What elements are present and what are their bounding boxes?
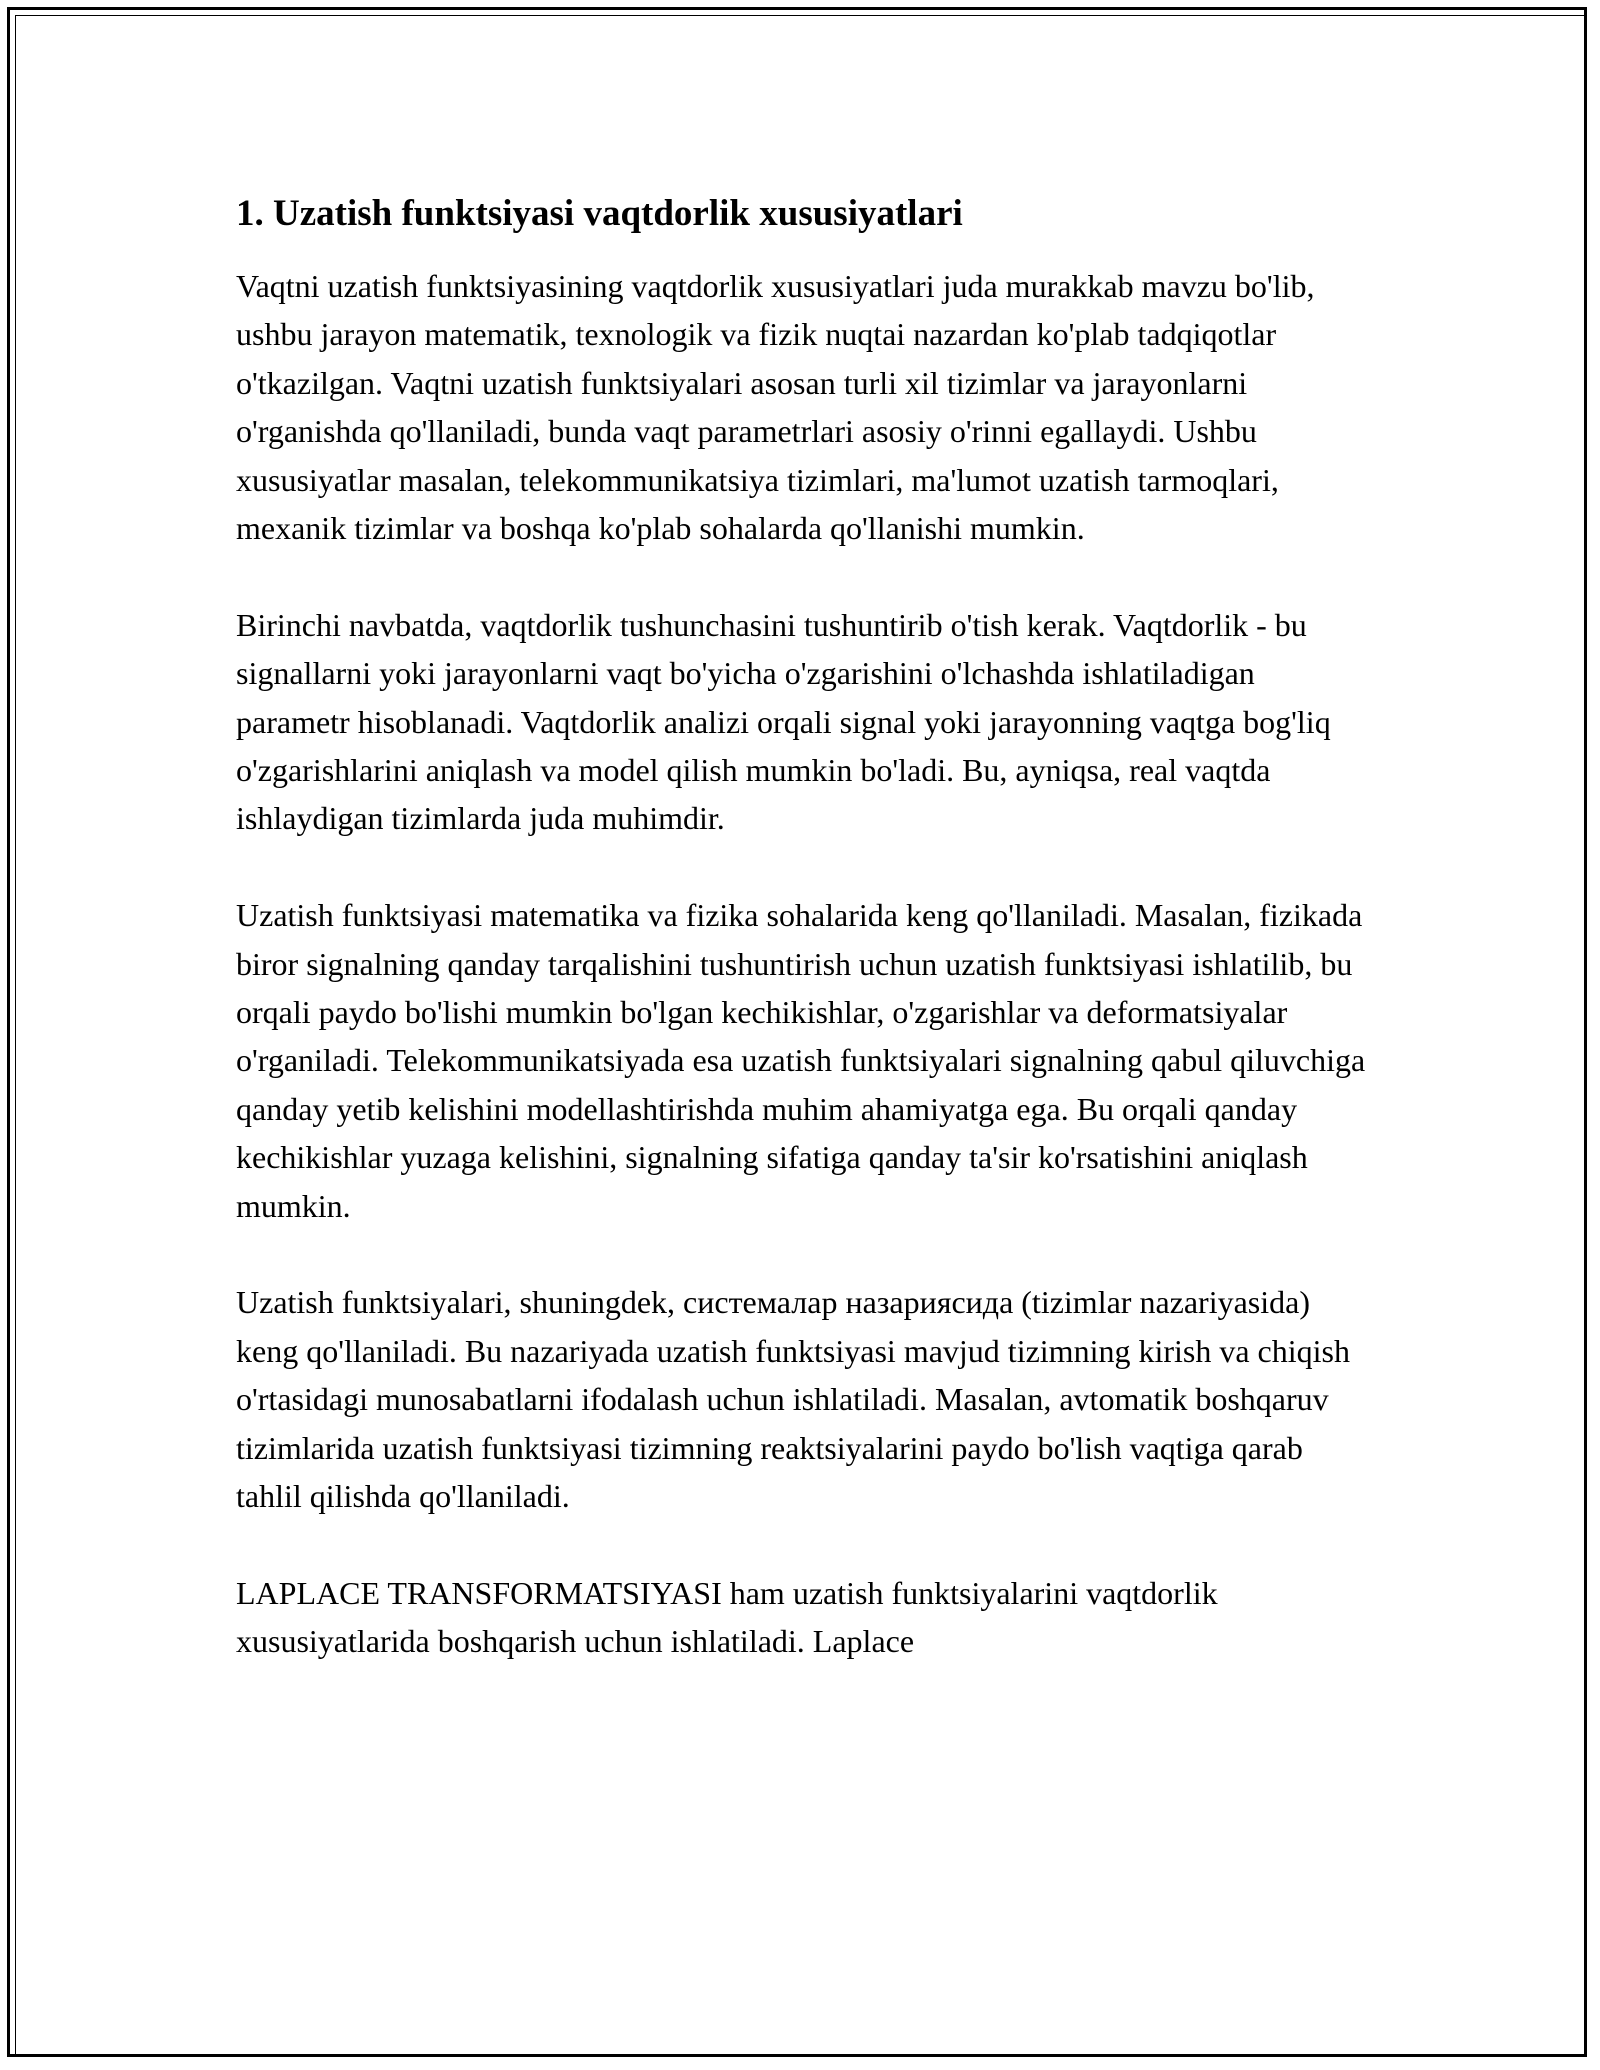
paragraph-4: Uzatish funktsiyalari, shuningdek, системалар назариясида (tizimlar nazariyasida) keng qo'llaniladi. Bu nazariyada uzatish funktsiyasi mavjud tizimning kirish va chiqish o'rtasidagi munosabatlarni ifodalash uchun ishlatiladi. Masalan, avtomatik boshqaruv tizimlarida uzatish funktsiyasi tizimning reaktsiyalarini paydo bo'lish vaqtiga qarab tahlil qilishda qo'llaniladi. [236,1284,1350,1515]
paragraph-3: Uzatish funktsiyasi matematika va fizika sohalarida keng qo'llaniladi. Masalan, fizikada biror signalning qanday tarqalishini tushuntirish uchun uzatish funktsiyasi ishlatilib, bu orqali paydo bo'lishi mumkin bo'lgan kechikishlar, o'zgarishlar va deformatsiyalar o'rganiladi. Telekommunikatsiyada esa uzatish funktsiyalari signalning qabul qiluvchiga qanday yetib kelishini modellashtirishda muhim ahamiyatga ega. Bu orqali qanday kechikishlar yuzaga kelishini, signalning sifatiga qanday ta'sir ko'rsatishini aniqlash mumkin. [236,897,1366,1224]
section-heading: 1. Uzatish funktsiyasi vaqtdorlik xususiyatlari [236,193,963,234]
paragraph-2: Birinchi navbatda, vaqtdorlik tushunchasini tushuntirib o'tish kerak. Vaqtdorlik - bu signallarni yoki jarayonlarni vaqt bo'yicha o'zgarishini o'lchashda ishlatiladigan parametr hisoblanadi. Vaqtdorlik analizi orqali signal yoki jarayonning vaqtga bog'liq o'zgarishlarini aniqlash va model qilish mumkin bo'ladi. Bu, ayniqsa, real vaqtda ishlaydigan tizimlarda juda muhimdir. [236,606,1331,837]
paragraph-5: LAPLACE TRANSFORMATSIYASI ham uzatish funktsiyalarini vaqtdorlik xususiyatlarida boshqarish uchun ishlatiladi. Laplace [236,1574,1218,1660]
document-body [236,188,1366,1714]
paragraph-1: Vaqtni uzatish funktsiyasining vaqtdorlik xususiyatlari juda murakkab mavzu bo'lib, ushbu jarayon matematik, texnologik va fizik nuqtai nazardan ko'plab tadqiqotlar o'tkazilgan. Vaqtni uzatish funktsiyalari asosan turli xil tizimlar va jarayonlarni o'rganishda qo'llaniladi, bunda vaqt parametrlari asosiy o'rinni egallaydi. Ushbu xususiyatlar masalan, telekommunikatsiya tizimlari, ma'lumot uzatish tarmoqlari, mexanik tizimlar va boshqa ko'plab sohalarda qo'llanishi mumkin. [236,268,1315,547]
